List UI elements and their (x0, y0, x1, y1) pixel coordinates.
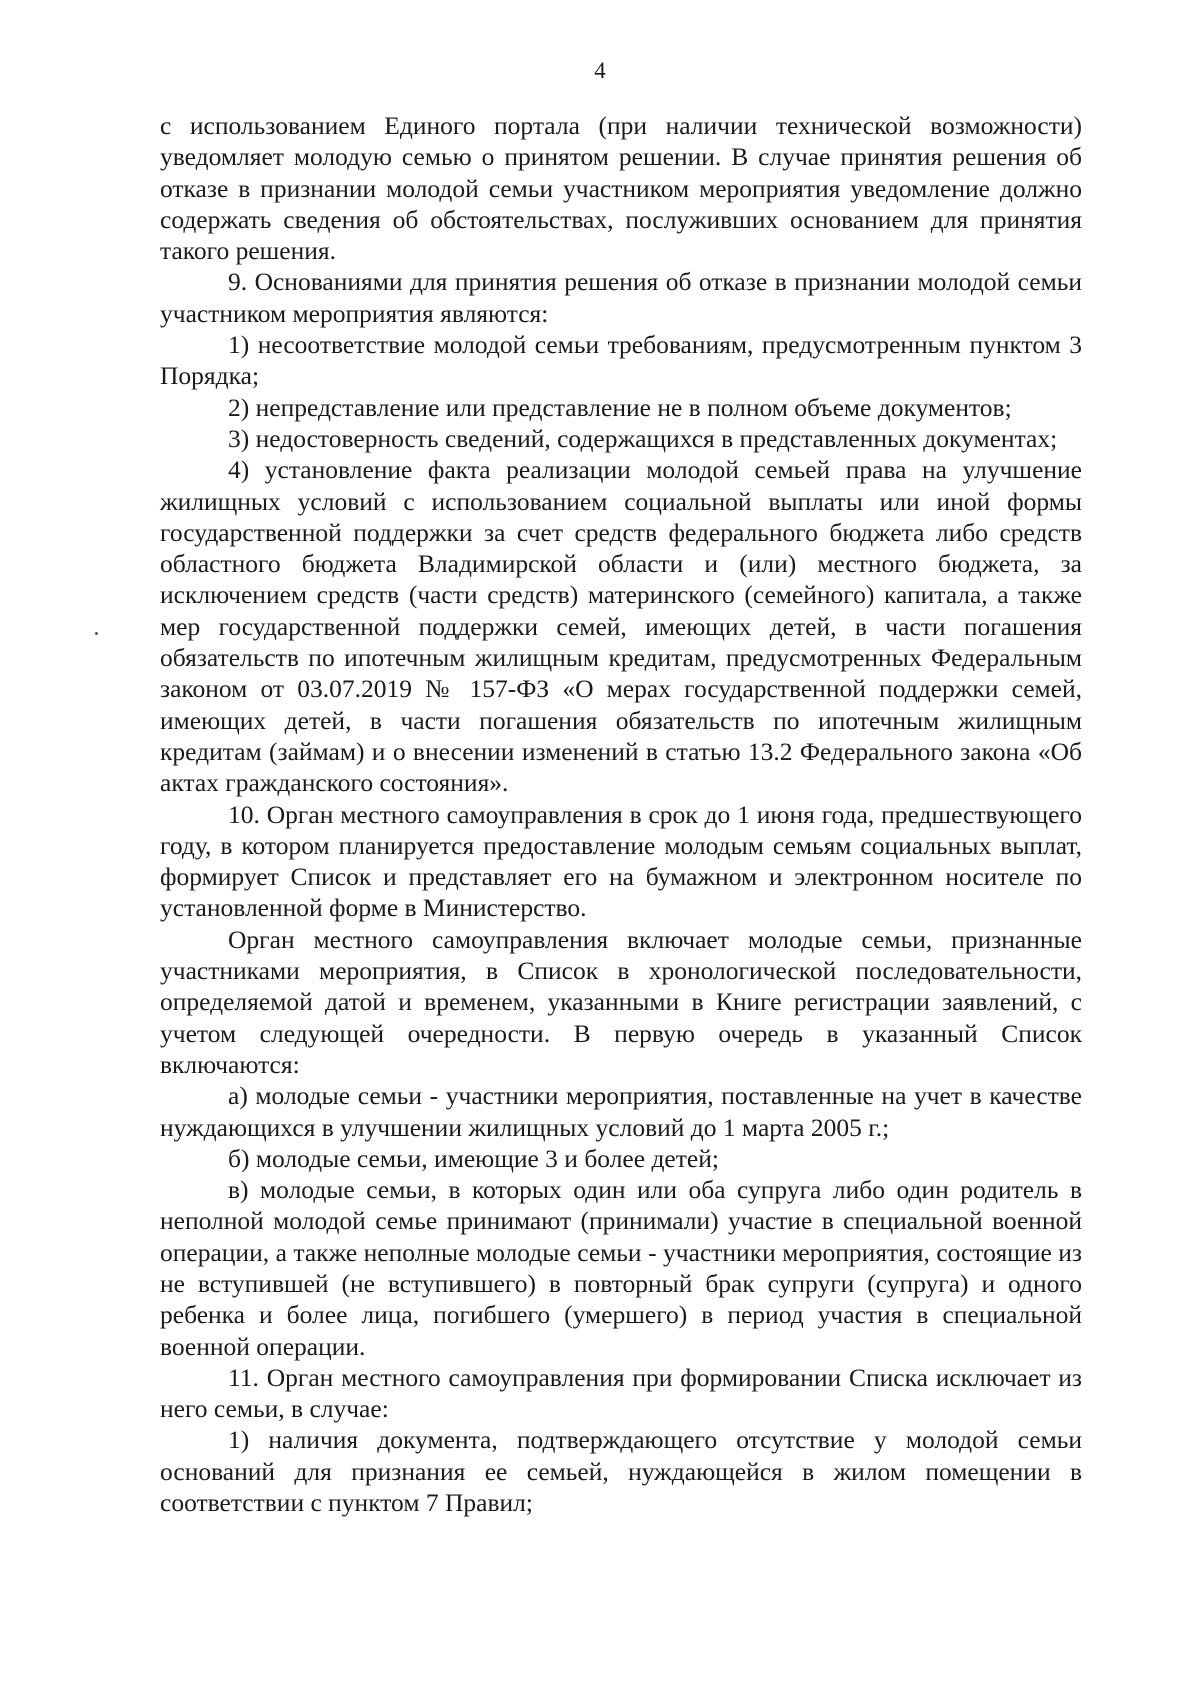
list-item-10-b: б) молодые семьи, имеющие 3 и более детей; (228, 1143, 719, 1173)
paragraph-9: 9. Основаниями для принятия решения об отказе в признании молодой семьи участником мероприятия являются: (160, 267, 1082, 328)
list-item-10-a: а) молодые семьи - участники мероприятия, поставленные на учет в качестве нуждающихся в улучшении жилищных условий до 1 марта 2005 г.; (160, 1081, 1082, 1142)
list-item-9-4: 4) установление факта реализации молодой семьей права на улучшение жилищных условий с использованием социальной выплаты или иной формы государственной поддержки за счет средств федерального бюджета либо средств областного бюджета Владимирской области и (или) местного бюджета, за исключением средств (части средств) материнского (семейного) капитала, а также мер государственной поддержки семей, имеющих детей, в части погашения обязательств по ипотечным жилищным кредитам, предусмотренных Федеральным законом от 03.07.2019 № 157-ФЗ «О мерах государственной поддержки семей, имеющих детей, в части погашения обязательств по ипотечным жилищным кредитам (займам) и о внесении изменений в статью 13.2 Федерального закона «Об актах гражданского состояния». (160, 455, 1082, 798)
list-item-9-2: 2) непредставление или представление не в полном объеме документов; (228, 392, 1012, 422)
page-number: 4 (594, 58, 606, 83)
list-item-9-3: 3) недостоверность сведений, содержащихся в представленных документах; (228, 423, 1058, 453)
scan-speck (95, 632, 98, 635)
list-item-9-1: 1) несоответствие молодой семьи требованиям, предусмотренным пунктом 3 Порядка; (160, 330, 1082, 391)
paragraph-10: 10. Орган местного самоуправления в срок до 1 июня года, предшествующего году, в котором планируется предоставление молодым семьям социальных выплат, формирует Список и представляет его на бумажном и электронном носителе по установленной форме в Министерство. (160, 799, 1082, 923)
document-body (160, 110, 1082, 1518)
paragraph-11: 11. Орган местного самоуправления при формировании Списка исключает из него семьи, в случае: (160, 1362, 1082, 1424)
paragraph-continuation: с использованием Единого портала (при наличии технической возможности) уведомляет молодую семью о принятом решении. В случае принятия решения об отказе в признании молодой семьи участником мероприятия уведомление должно содержать сведения об обстоятельствах, послуживших основанием для принятия такого решения. (160, 111, 1082, 266)
list-item-11-1: 1) наличия документа, подтверждающего отсутствие у молодой семьи оснований для признания ее семьей, нуждающейся в жилом помещении в соответствии с пунктом 7 Правил; (160, 1425, 1082, 1518)
paragraph-10-order: Орган местного самоуправления включает молодые семьи, признанные участниками мероприятия, в Список в хронологической последовательности, определяемой датой и временем, указанными в Книге регистрации заявлений, с учетом следующей очередности. В первую очередь в указанный Список включаются: (160, 924, 1082, 1079)
list-item-10-v: в) молодые семьи, в которых один или оба супруга либо один родитель в неполной молодой семье принимают (принимали) участие в специальной военной операции, а также неполные молодые семьи - участники мероприятия, состоящие из не вступившей (не вступившего) в повторный брак супруги (супруга) и одного ребенка и более лица, погибшего (умершего) в период участия в специальной военной операции. (160, 1175, 1082, 1361)
